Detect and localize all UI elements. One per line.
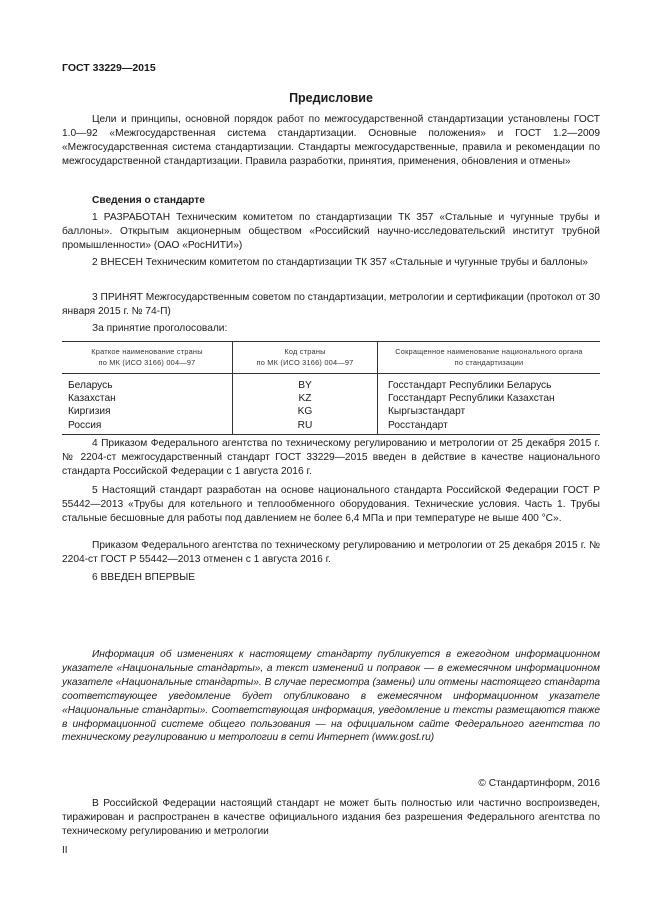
country-name: Беларусь <box>68 380 113 391</box>
item-1-developed: 1 РАЗРАБОТАН Техническим комитетом по стандартизации ТК 357 «Стальные и чугунные трубы и баллоны». Открытым акционерным обществом «Российский научно-исследовательский институт трубной промышленности» (ОАО «РосНИТИ») <box>62 212 600 251</box>
country-code: BY <box>233 374 378 393</box>
item-2-submitted: 2 ВНЕСЕН Техническим комитетом по стандартизации ТК 357 «Стальные и чугунные трубы и баллоны» <box>92 257 588 268</box>
standards-body: Росстандарт <box>378 419 601 435</box>
copyright: © Стандартинформ, 2016 <box>478 778 600 789</box>
section-heading: Сведения о стандарте <box>92 195 205 206</box>
header-standards-body: Сокращенное наименование национального органа по стандартизации <box>378 342 601 374</box>
table-row <box>62 405 600 418</box>
item-6-introduced: 6 ВВЕДЕН ВПЕРВЫЕ <box>92 572 196 583</box>
standard-id: ГОСТ 33229—2015 <box>62 62 156 74</box>
table-row <box>62 392 600 405</box>
standards-body: Госстандарт Республики Беларусь <box>378 374 601 393</box>
item-4-order: 4 Приказом Федерального агентства по техническому регулированию и метрологии от 25 декабря 2015 г. № 2204-ст межгосударственный стандарт ГОСТ 33229—2015 введен в действие в качестве национального стандарта Российской Федерации с 1 августа 2016 г. <box>62 438 600 477</box>
voting-countries-table <box>62 341 600 435</box>
item-5-basis: 5 Настоящий стандарт разработан на основе национального стандарта Российской Федерации ГОСТ Р 55442—2013 «Трубы для котельного и теплообменного оборудования. Технические условия. Часть 1. Трубы стальные бесшовные для работы под давлением не более 6,4 МПа и при температуре не выше 400 °С». <box>62 485 600 524</box>
country-code: RU <box>233 419 378 435</box>
table-row <box>62 374 600 393</box>
page-title: Предисловие <box>289 91 373 105</box>
standards-body: Кыргызстандарт <box>378 405 601 418</box>
reproduction-restriction: В Российской Федерации настоящий стандарт не может быть полностью или частично воспроизведен, тиражирован и распространен в качестве официального издания без разрешения Федерального агентства по техническому регулированию и метрологии <box>62 798 600 837</box>
header-country-name: Краткое наименование страны по МК (ИСО 3166) 004—97 <box>62 342 233 374</box>
intro-paragraph: Цели и принципы, основной порядок работ по межгосударственной стандартизации установлены ГОСТ 1.0—92 «Межгосударственная система стандартизации. Основные положения» и ГОСТ 1.2—2009 «Межгосударственная система стандартизации. Стандарты межгосударственные, правила и рекомендации по межгосударственной стандартизации. Правила разработки, принятия, применения, обновления и отмены» <box>62 114 600 167</box>
standards-body: Госстандарт Республики Казахстан <box>378 392 601 405</box>
table-header-row <box>62 342 600 374</box>
item-5-cancellation: Приказом Федерального агентства по техническому регулированию и метрологии от 25 декабря 2015 г. № 2204-ст ГОСТ Р 55442—2013 отменен с 1 августа 2016 г. <box>62 540 600 565</box>
page-number: II <box>62 845 68 856</box>
country-name: Россия <box>62 419 233 435</box>
voted-label: За принятие проголосовали: <box>92 323 228 334</box>
table-row <box>62 419 600 435</box>
header-country-code: Код страны по МК (ИСО 3166) 004—97 <box>233 342 378 374</box>
country-code: KG <box>233 405 378 418</box>
change-notice: Информация об изменениях к настоящему стандарту публикуется в ежегодном информационном указателе «Национальные стандарты», а текст изменений и поправок — в ежемесячном информационном указателе «Национальные стандарты». В случае пересмотра (замены) или отмены настоящего стандарта соответствующее уведомление будет опубликовано в ежемесячном информационном указателе «Национальные стандарты». Соответствующая информация, уведомление и тексты размещаются также в информационной системе общего пользования — на официальном сайте Федерального агентства по техническому регулированию и метрологии в сети Интернет (www.gost.ru) <box>62 649 600 744</box>
country-code: KZ <box>233 392 378 405</box>
country-name: Киргизия <box>68 406 111 418</box>
item-3-adopted: 3 ПРИНЯТ Межгосударственным советом по стандартизации, метрологии и сертификации (протокол от 30 января 2015 г. № 74-П) <box>62 292 600 317</box>
country-name: Казахстан <box>68 393 116 405</box>
